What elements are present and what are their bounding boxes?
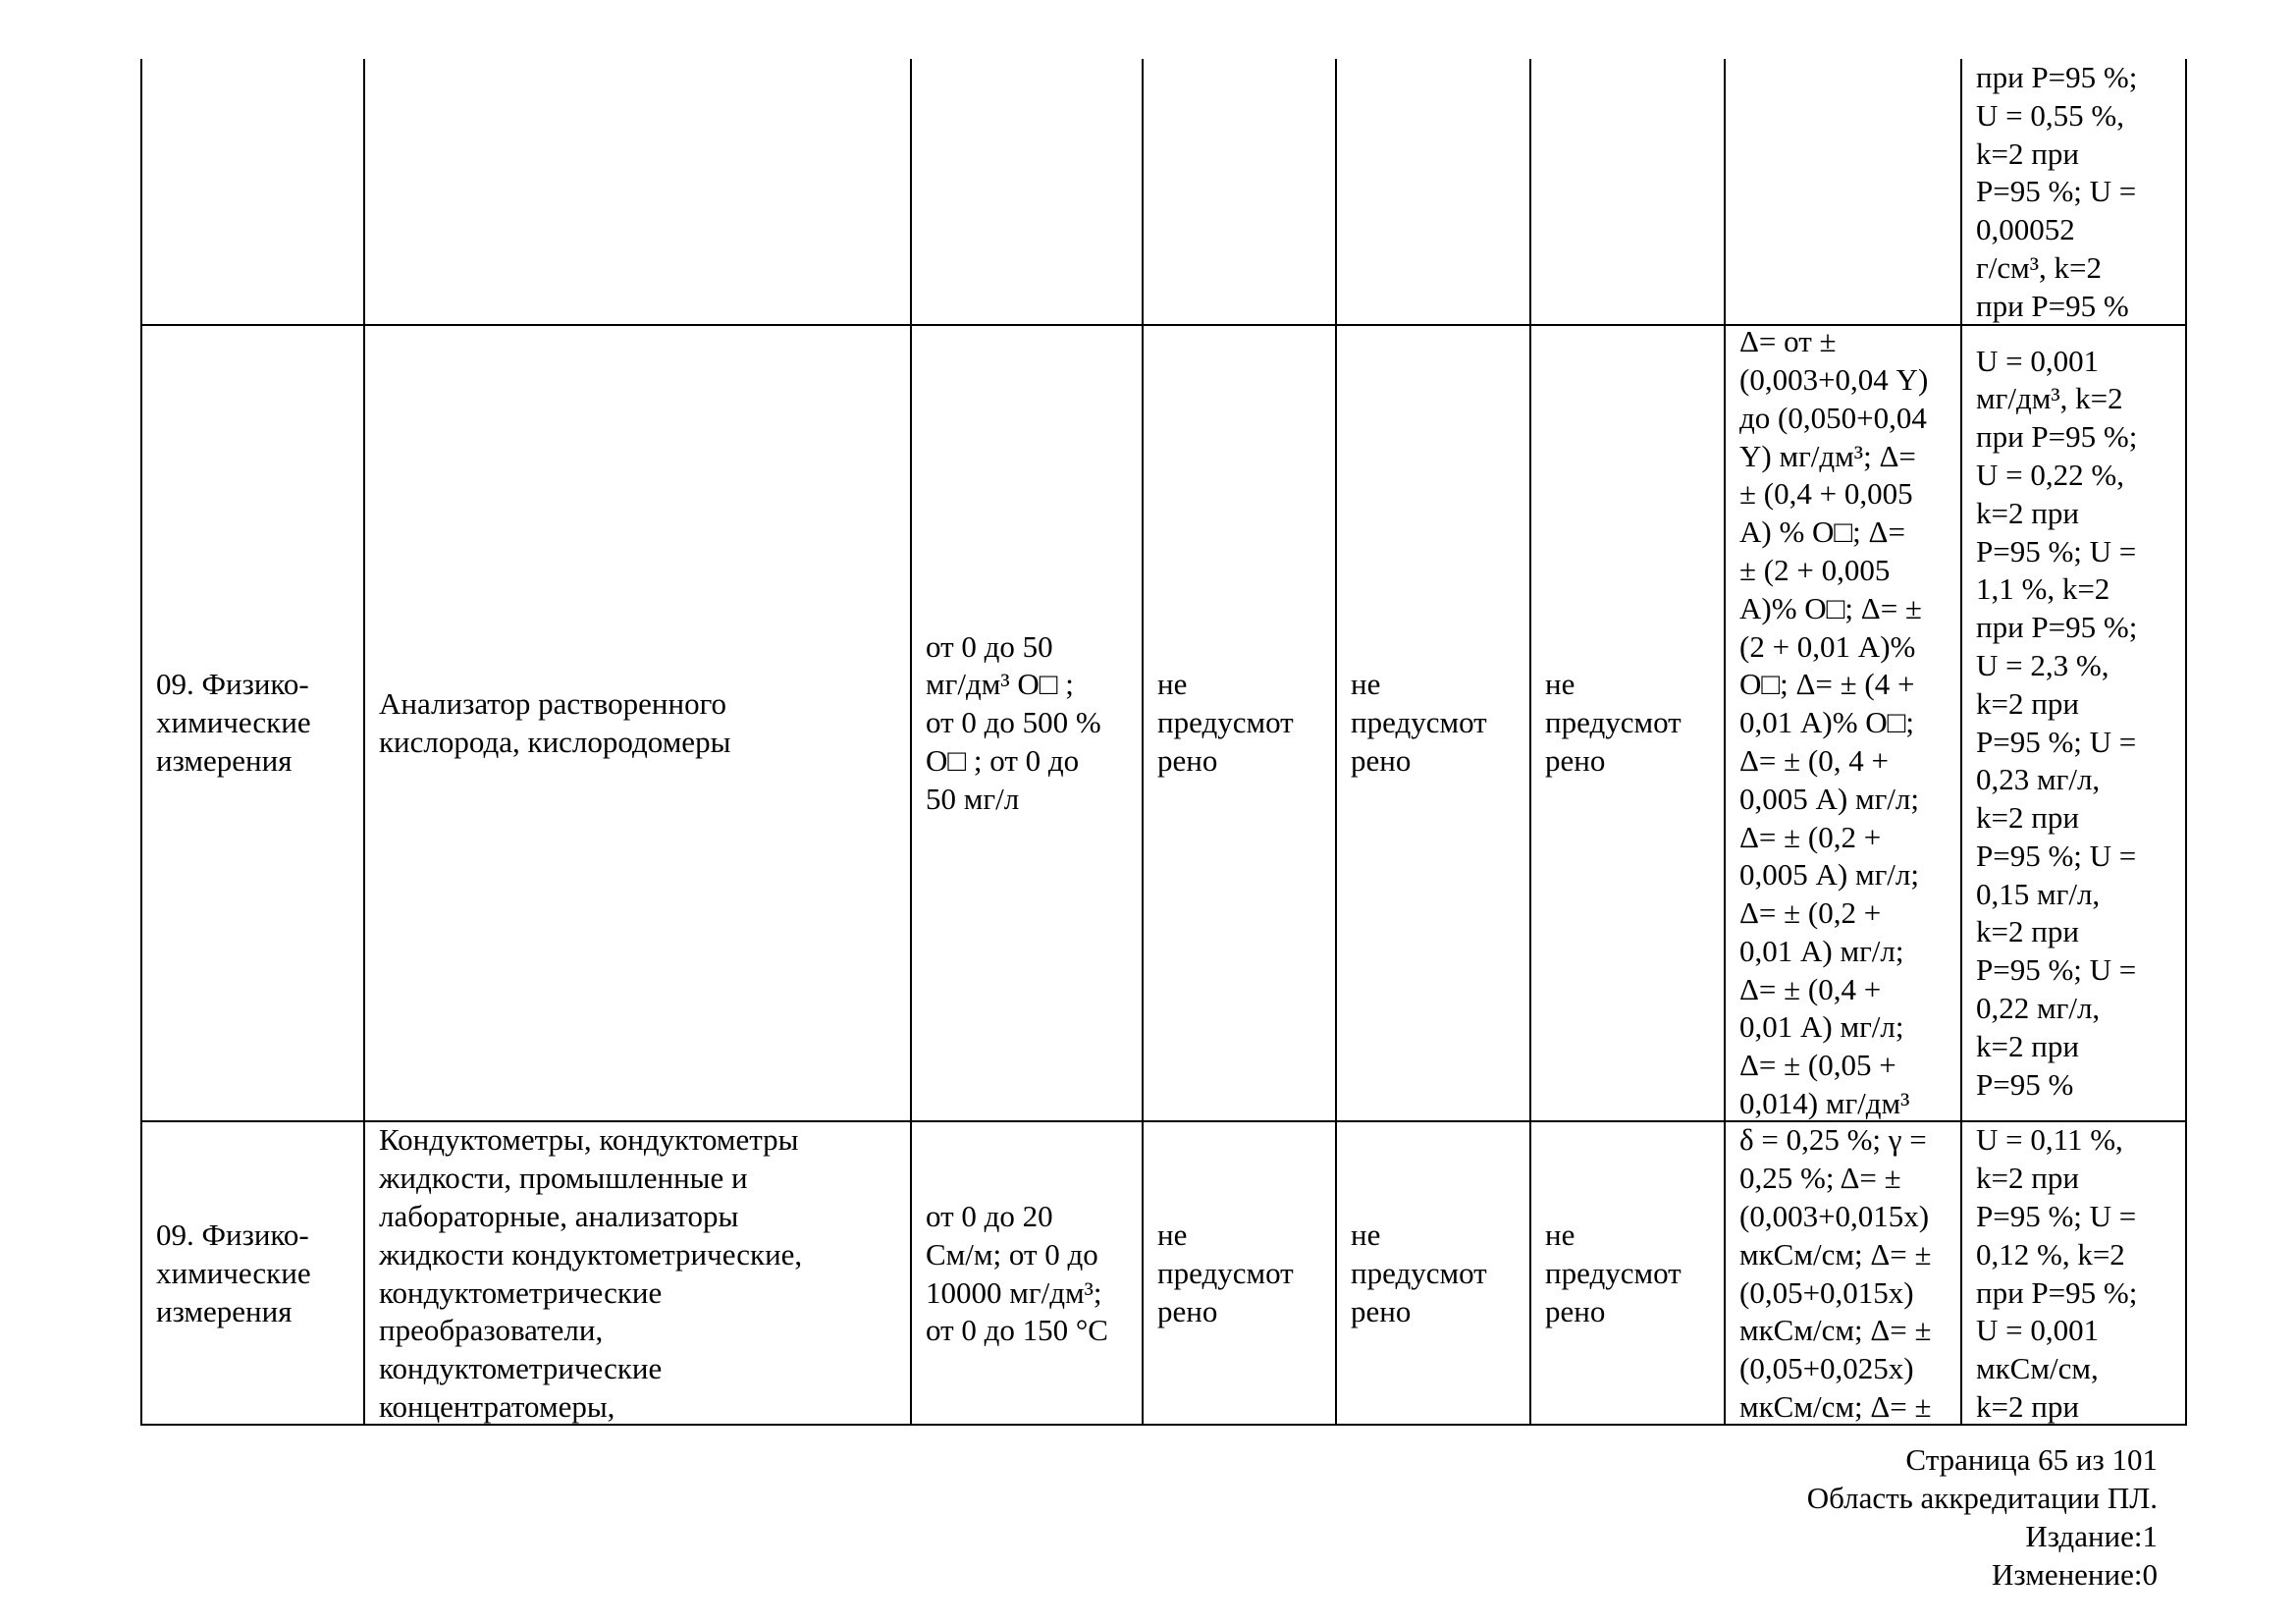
table-cell-col6	[1529, 59, 1724, 324]
table-cell-instrument	[363, 59, 910, 324]
table-cell-col6: не предусмот рено	[1529, 324, 1724, 1120]
table-cell-uncertainty: U = 0,001 мг/дм³, k=2 при Р=95 %; U = 0,22 %, k=2 при Р=95 %; U = 1,1 %, k=2 при Р=95 %; U = 2,3 %, k=2 при Р=95 %; U = 0,23 мг/л, k=2 при Р=95 %; U = 0,15 мг/л, k=2 при Р=95 %; U = 0,22 мг/л, k=2 при Р=95 %	[1960, 324, 2187, 1120]
accreditation-scope: Область аккредитации ПЛ.	[1806, 1481, 2158, 1515]
table-cell-range	[910, 59, 1142, 324]
table-cell-error: δ = 0,25 %; γ = 0,25 %; Δ= ± (0,003+0,015х) мкСм/см; Δ= ± (0,05+0,015х) мкСм/см; Δ= ± (0,05+0,025х) мкСм/см; Δ= ±	[1724, 1120, 1960, 1426]
table-cell-col4: не предусмот рено	[1142, 324, 1335, 1120]
accreditation-table	[140, 59, 2187, 1426]
table-cell-col6: не предусмот рено	[1529, 1120, 1724, 1426]
table-cell-area	[140, 59, 363, 324]
table-cell-col5: не предусмот рено	[1335, 324, 1529, 1120]
table-cell-col5	[1335, 59, 1529, 324]
edition-number: Издание:1	[2025, 1519, 2158, 1553]
page-footer	[1807, 1440, 2158, 1594]
table-cell-range: от 0 до 50 мг/дм³ О□ ; от 0 до 500 % О□ ; от 0 до 50 мг/л	[910, 324, 1142, 1120]
table-cell-col5: не предусмот рено	[1335, 1120, 1529, 1426]
change-number: Изменение:0	[1992, 1557, 2158, 1592]
table-cell-instrument: Анализатор растворенного кислорода, кислородомеры	[363, 324, 910, 1120]
table-cell-range: от 0 до 20 См/м; от 0 до 10000 мг/дм³; от 0 до 150 °С	[910, 1120, 1142, 1426]
page-number: Страница 65 из 101	[1905, 1442, 2158, 1477]
table-cell-error: Δ= от ± (0,003+0,04 Y) до (0,050+0,04 Y) мг/дм³; Δ= ± (0,4 + 0,005 А) % О□; Δ= ± (2 + 0,005 А)% О□; Δ= ± (2 + 0,01 А)% О□; Δ= ± (4 + 0,01 А)% О□; Δ= ± (0, 4 + 0,005 А) мг/л; Δ= ± (0,2 + 0,005 А) мг/л; Δ= ± (0,2 + 0,01 А) мг/л; Δ= ± (0,4 + 0,01 А) мг/л; Δ= ± (0,05 + 0,014) мг/дм³	[1724, 324, 1960, 1120]
table-cell-col4: не предусмот рено	[1142, 1120, 1335, 1426]
table-cell-uncertainty: U = 0,11 %, k=2 при Р=95 %; U = 0,12 %, k=2 при Р=95 %; U = 0,001 мкСм/см, k=2 при	[1960, 1120, 2187, 1426]
table-cell-error	[1724, 59, 1960, 324]
table-cell-area: 09. Физико- химические измерения	[140, 1120, 363, 1426]
table-cell-instrument: Кондуктометры, кондуктометры жидкости, промышленные и лабораторные, анализаторы жидкости кондуктометрические, кондуктометрические преобразователи, кондуктометрические концентратомеры,	[363, 1120, 910, 1426]
table-cell-col4	[1142, 59, 1335, 324]
table-cell-area: 09. Физико- химические измерения	[140, 324, 363, 1120]
table-cell-uncertainty: при Р=95 %; U = 0,55 %, k=2 при Р=95 %; U = 0,00052 г/см³, k=2 при Р=95 %	[1960, 59, 2187, 324]
